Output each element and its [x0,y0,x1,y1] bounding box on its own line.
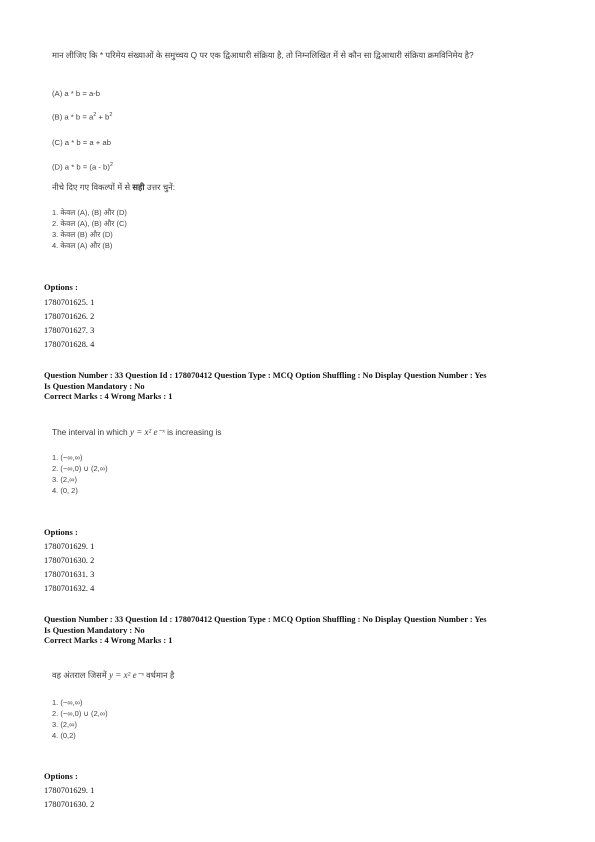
options-1-heading: Options : [44,282,78,292]
q3-answer-4: 4. (0,2) [52,731,76,740]
q1-option-b-sup-1: 2 [93,112,97,118]
q1-option-c: (C) a * b = a + ab [52,138,111,147]
q1-option-b-mid: + b [96,112,110,122]
q1-instruction [52,182,175,193]
options-2-row-3: 1780701631. 3 [44,570,95,579]
options-3-row-2: 1780701630. 2 [44,800,95,809]
q1-option-d-pre: (D) a * b = (a - b) [52,162,110,172]
q1-option-d [52,160,113,173]
options-1-row-2: 1780701626. 2 [44,312,95,321]
q2-answer-3: 3. (2,∞) [52,475,77,484]
question-3-math: y = x² e⁻ˣ [109,670,144,680]
q1-option-b [52,110,112,123]
question-2-text [52,427,221,438]
options-3-heading: Options : [44,771,78,781]
q1-answer-4: 4. केवल (A) और (B) [52,241,113,250]
options-1-row-3: 1780701627. 3 [44,326,95,335]
q1-instruction-post: उत्तर चुनें: [144,182,176,192]
question-meta-3-line-2: Is Question Mandatory : No [44,625,145,635]
question-meta-2-line-2: Is Question Mandatory : No [44,381,145,391]
q1-option-a: (A) a * b = a-b [52,89,101,98]
q1-answer-1: 1. केवल (A), (B) और (D) [52,208,127,217]
question-3-text-post: वर्धमान है [146,670,175,680]
q3-answer-3: 3. (2,∞) [52,720,77,729]
q1-option-d-sup: 2 [109,162,113,168]
question-1-text: मान लीजिए कि * परिमेय संख्याओं के समुच्चय Q पर एक द्विआधारी संक्रिया है, तो निम्नलिखित में से कौन सा द्विआधारी संक्रिया क्रमविनिमेय है? [52,50,474,60]
q3-answer-2: 2. (−∞,0) ∪ (2,∞) [52,709,108,718]
q1-option-b-sup-2: 2 [109,112,113,118]
options-2-row-4: 1780701632. 4 [44,584,95,593]
options-2-heading: Options : [44,527,78,537]
q1-instruction-bold: सही [132,182,145,192]
q1-answer-3: 3. केवल (B) और (D) [52,230,113,239]
q2-answer-list [52,452,108,496]
question-3-text-pre: वह अंतराल जिसमें [52,670,107,680]
q2-answer-4: 4. (0, 2) [52,486,78,495]
question-2-math: y = x² e⁻ˣ [129,427,165,437]
q3-answer-1: 1. (−∞,∞) [52,698,83,707]
question-meta-2 [44,371,559,403]
options-1-row-4: 1780701628. 4 [44,340,95,349]
options-2-row-2: 1780701630. 2 [44,556,95,565]
q1-option-b-pre: (B) a * b = a [52,112,94,122]
options-1-row-1: 1780701625. 1 [44,298,95,307]
q3-answer-list [52,697,108,741]
question-meta-3-line-3: Correct Marks : 4 Wrong Marks : 1 [44,636,173,645]
question-meta-2-line-1: Question Number : 33 Question Id : 178070412 Question Type : MCQ Option Shuffling : No Display Question Number : Yes [44,371,487,380]
question-2-text-post: is increasing is [167,427,222,437]
q1-instruction-pre: नीचे दिए गए विकल्पों में से [52,182,133,192]
question-meta-2-line-3: Correct Marks : 4 Wrong Marks : 1 [44,392,173,401]
question-meta-3 [44,615,559,647]
question-3-text [52,670,174,681]
q2-answer-1: 1. (−∞,∞) [52,453,83,462]
q2-answer-2: 2. (−∞,0) ∪ (2,∞) [52,464,108,473]
question-2-text-pre: The interval in which [52,427,128,437]
options-3-row-1: 1780701629. 1 [44,786,95,795]
q1-answer-list [52,207,127,251]
q1-answer-2: 2. केवल (A), (B) और (C) [52,219,127,228]
question-meta-3-line-1: Question Number : 33 Question Id : 178070412 Question Type : MCQ Option Shuffling : No Display Question Number : Yes [44,615,487,624]
options-2-row-1: 1780701629. 1 [44,542,95,551]
question-1 [52,48,522,62]
